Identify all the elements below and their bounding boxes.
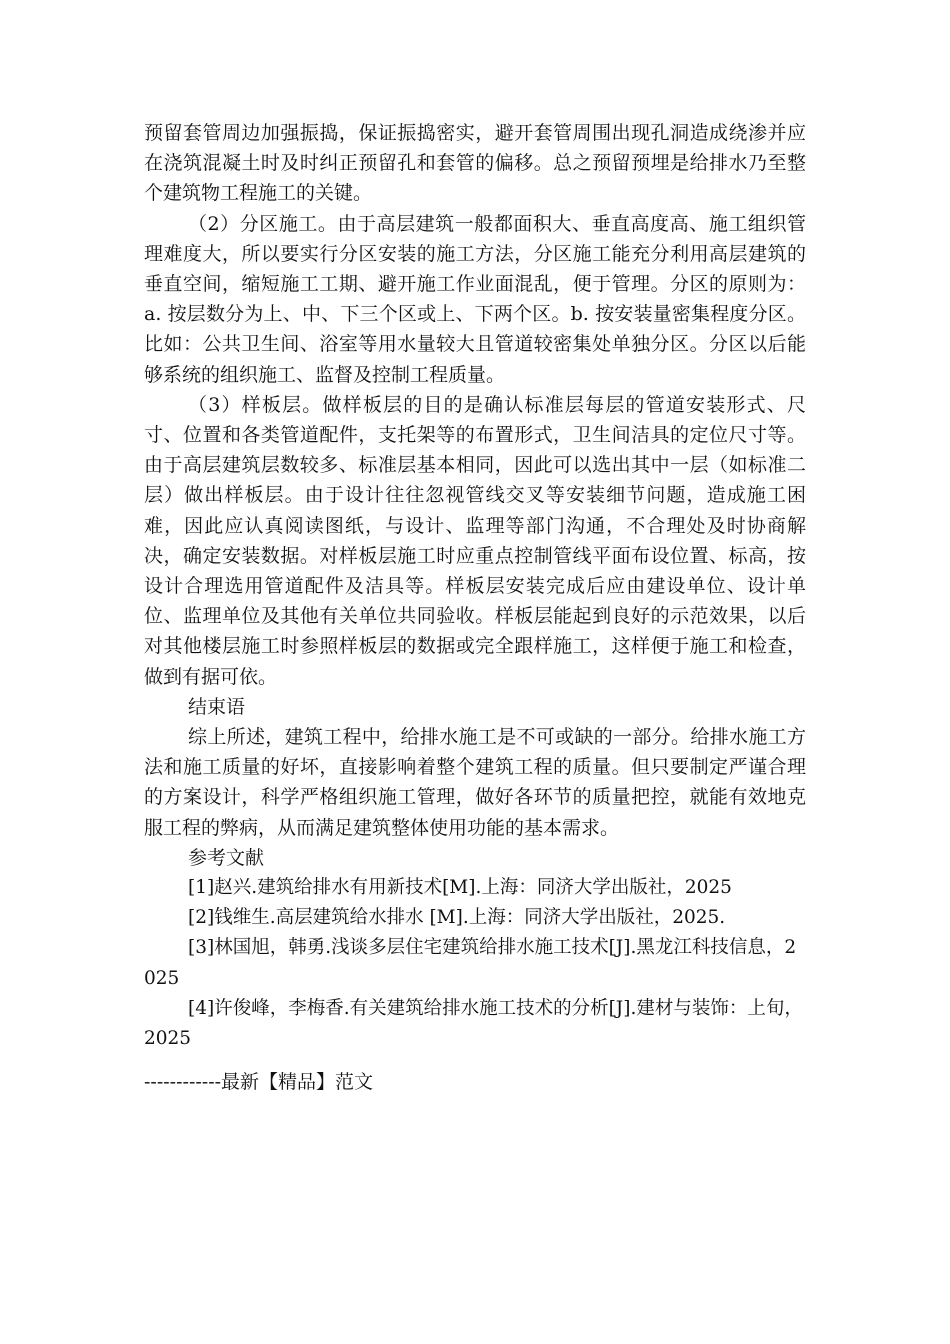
reference-item: [2]钱维生.高层建筑给水排水 [M].上海：同济大学出版社，2025. (188, 907, 726, 929)
paragraph-zoning: （2）分区施工。由于高层建筑一般都面积大、垂直高度高、施工组织管理难度大，所以要实行分区安装的施工方法，分区施工能充分利用高层建筑的垂直空间，缩短施工工期、避开施工作业面混乱，便于管理。分区的原则为：a. 按层数分为上、中、下三个区或上、下两个区。b. 按安装量密集程度分区。比如：公共卫生间、浴室等用水量较大且管道较密集处单独分区。分区以后能够系统的组织施工、监督及控制工程质量。 (144, 212, 806, 386)
reference-item: [3]林国旭，韩勇.浅谈多层住宅建筑给排水施工技术[J].黑龙江科技信息，2025 (144, 937, 797, 989)
paragraph-continuation: 预留套管周边加强振捣，保证振捣密实，避开套管周围出现孔洞造成绕渗并应在浇筑混凝土时及时纠正预留孔和套管的偏移。总之预留预埋是给排水乃至整个建筑物工程施工的关键。 (144, 122, 806, 205)
reference-item: [1]赵兴.建筑给排水有用新技术[M].上海：同济大学出版社，2025 (188, 877, 732, 899)
document-body (144, 118, 806, 1054)
conclusion-heading: 结束语 (188, 695, 246, 718)
references-heading: 参考文献 (188, 846, 265, 869)
conclusion-paragraph: 综上所述，建筑工程中，给排水施工是不可或缺的一部分。给排水施工方法和施工质量的好坏，直接影响着整个建筑工程的质量。但只要制定严谨合理的方案设计，科学严格组织施工管理，做好各环节的质量把控，就能有效地克服工程的弊病，从而满足建筑整体使用功能的基本需求。 (144, 726, 806, 839)
reference-item: [4]许俊峰，李梅香.有关建筑给排水施工技术的分析[J].建材与装饰：上旬，2025 (144, 997, 803, 1050)
paragraph-sample-floor: （3）样板层。做样板层的目的是确认标准层每层的管道安装形式、尺寸、位置和各类管道配件，支托架等的布置形式，卫生间洁具的定位尺寸等。由于高层建筑层数较多、标准层基本相同，因此可以选出其中一层（如标准二层）做出样板层。由于设计往往忽视管线交叉等安装细节问题，造成施工困难，因此应认真阅读图纸，与设计、监理等部门沟通，不合理处及时协商解决，确定安装数据。对样板层施工时应重点控制管线平面布设位置、标高，按设计合理选用管道配件及洁具等。样板层安装完成后应由建设单位、设计单位、监理单位及其他有关单位共同验收。样板层能起到良好的示范效果，以后对其他楼层施工时参照样板层的数据或完全跟样施工，这样便于施工和检查，做到有据可依。 (144, 393, 806, 688)
footer-banner: ------------最新【精品】范文 (144, 1071, 374, 1093)
